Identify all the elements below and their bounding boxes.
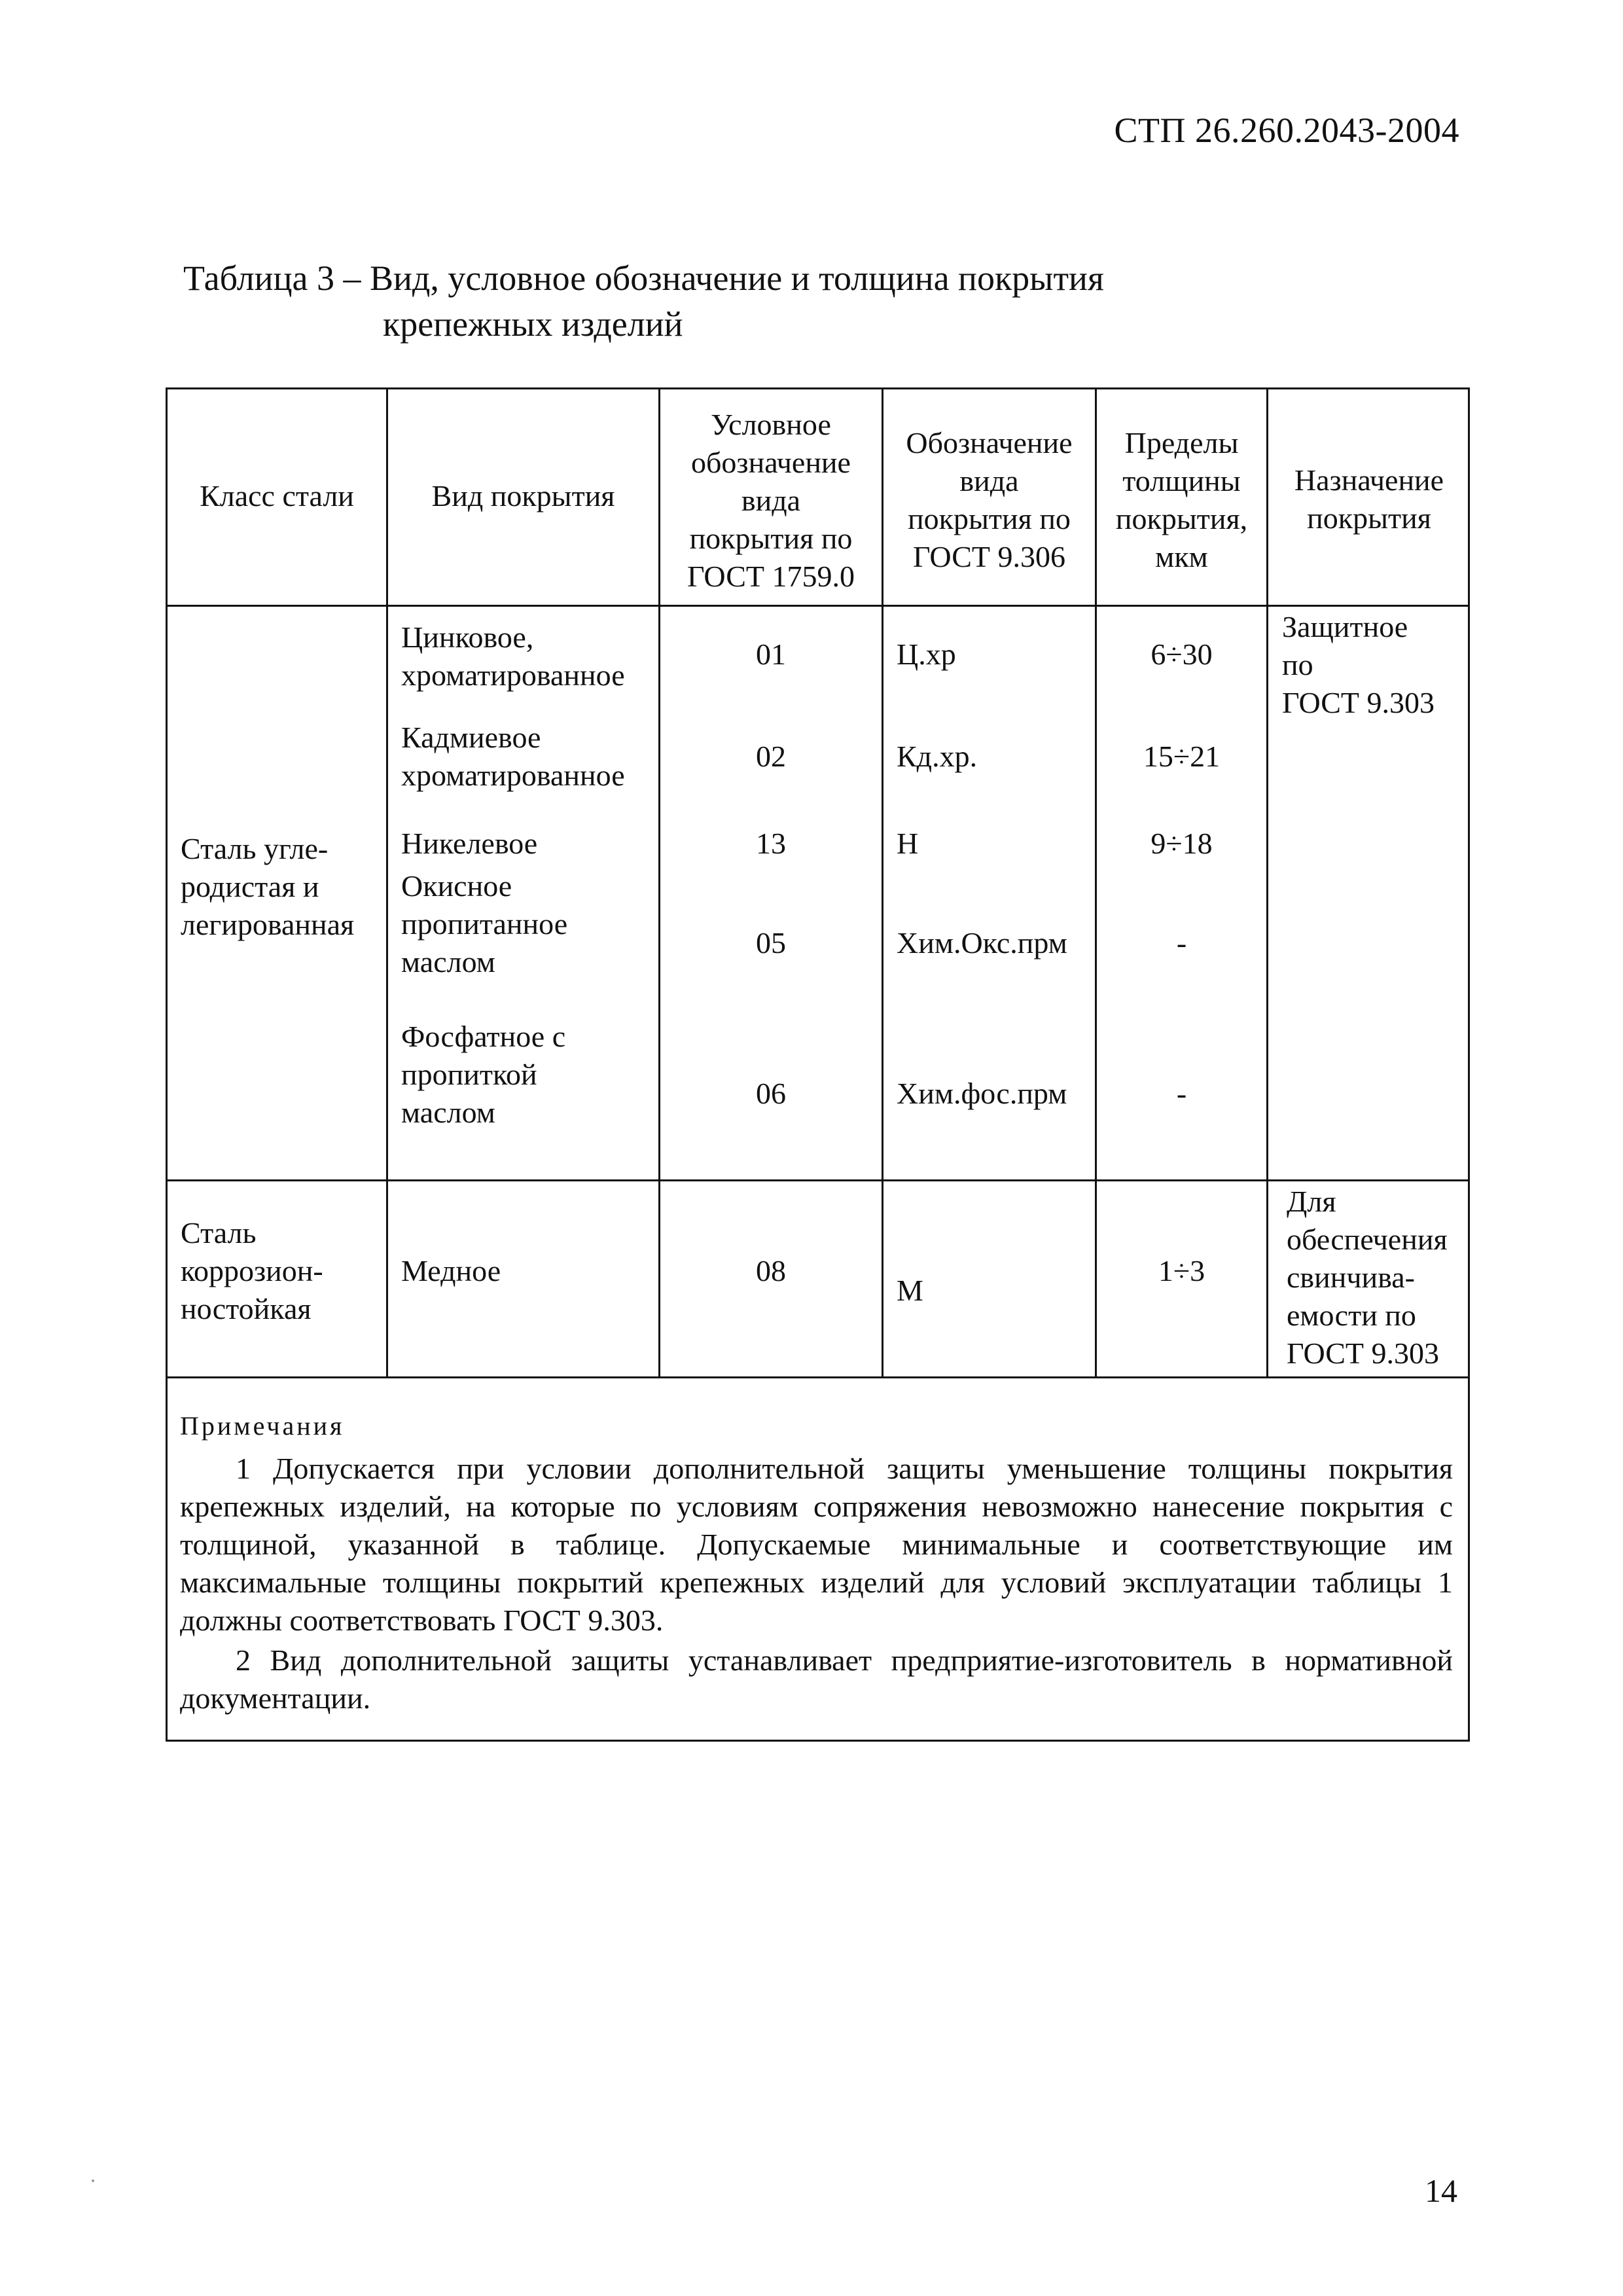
coating-zinc: Цинковое, хроматированное	[401, 620, 625, 692]
header-steel-class: Класс стали	[200, 479, 354, 512]
code-9306-phosphate: Хим.фос.прм	[897, 1077, 1067, 1110]
header-code-gost9306: Обозначение вида покрытия по ГОСТ 9.306	[906, 426, 1073, 573]
code-1759-nickel: 13	[756, 827, 786, 860]
thickness-copper: 1÷3	[1158, 1254, 1205, 1287]
notes-title: Примечания	[180, 1411, 345, 1441]
steel-class-stainless: Сталь коррозион- ностойкая	[181, 1216, 323, 1325]
header-thickness: Пределы толщины покрытия, мкм	[1115, 426, 1248, 573]
thickness-phosphate: -	[1176, 1077, 1187, 1110]
purpose-protective: Защитное по ГОСТ 9.303	[1282, 610, 1435, 719]
caption-line-2: крепежных изделий	[383, 304, 683, 344]
col-divider-5	[1266, 389, 1268, 1376]
header-code-gost1759: Условное обозначение вида покрытия по ГОСТ 1759.0	[687, 408, 855, 593]
document-code: СТП 26.260.2043-2004	[1114, 111, 1459, 150]
code-9306-oxide: Хим.Окс.прм	[897, 926, 1067, 960]
purpose-screwability: Для обеспечения свинчива- емости по ГОСТ 9.303	[1287, 1185, 1448, 1370]
thickness-cadmium: 15÷21	[1143, 740, 1221, 773]
coating-oxide: Окисное пропитанное маслом	[401, 869, 568, 978]
code-1759-phosphate: 06	[756, 1077, 786, 1110]
note-1: 1 Допускается при условии дополнительной защиты уменьшение толщины покрытия крепежных изделий, на которые по условиям сопряжения невозможно нанесение покрытия с толщиной, указанной в таблице. Допускаемые минимальные и соответствующие им максимальные толщины покрытий крепежных изделий для условий эксплуатации таблицы 1 должны соответствовать ГОСТ 9.303.	[180, 1452, 1453, 1637]
note-2: 2 Вид дополнительной защиты устанавливает предприятие-изготовитель в нормативной документации.	[180, 1643, 1453, 1715]
notes-divider	[168, 1376, 1468, 1378]
code-9306-copper: М	[897, 1274, 923, 1307]
group-divider	[168, 1179, 1468, 1181]
code-9306-nickel: Н	[897, 827, 919, 860]
scan-speck	[92, 2179, 94, 2182]
coating-cadmium: Кадмиевое хроматированное	[401, 721, 625, 792]
code-1759-copper: 08	[756, 1254, 786, 1287]
header-purpose: Назначение покрытия	[1294, 463, 1444, 535]
col-divider-1	[386, 389, 388, 1376]
table-caption	[183, 255, 1104, 347]
page-number: 14	[1425, 2172, 1457, 2209]
coating-copper: Медное	[401, 1254, 501, 1287]
code-1759-cadmium: 02	[756, 740, 786, 773]
code-1759-zinc: 01	[756, 637, 786, 671]
thickness-oxide: -	[1176, 926, 1187, 960]
steel-class-carbon: Сталь угле- родистая и легированная	[181, 832, 355, 941]
thickness-nickel: 9÷18	[1150, 827, 1213, 860]
thickness-zinc: 6÷30	[1150, 637, 1213, 671]
header-divider	[168, 605, 1468, 607]
header-coating-type: Вид покрытия	[431, 479, 615, 512]
code-9306-zinc: Ц.хр	[897, 637, 956, 671]
code-1759-oxide: 05	[756, 926, 786, 960]
caption-line-1: Таблица 3 – Вид, условное обозначение и толщина покрытия	[183, 259, 1104, 298]
code-9306-cadmium: Кд.хр.	[897, 740, 978, 773]
coating-nickel: Никелевое	[401, 827, 538, 860]
coating-phosphate: Фосфатное с пропиткой маслом	[401, 1020, 566, 1129]
